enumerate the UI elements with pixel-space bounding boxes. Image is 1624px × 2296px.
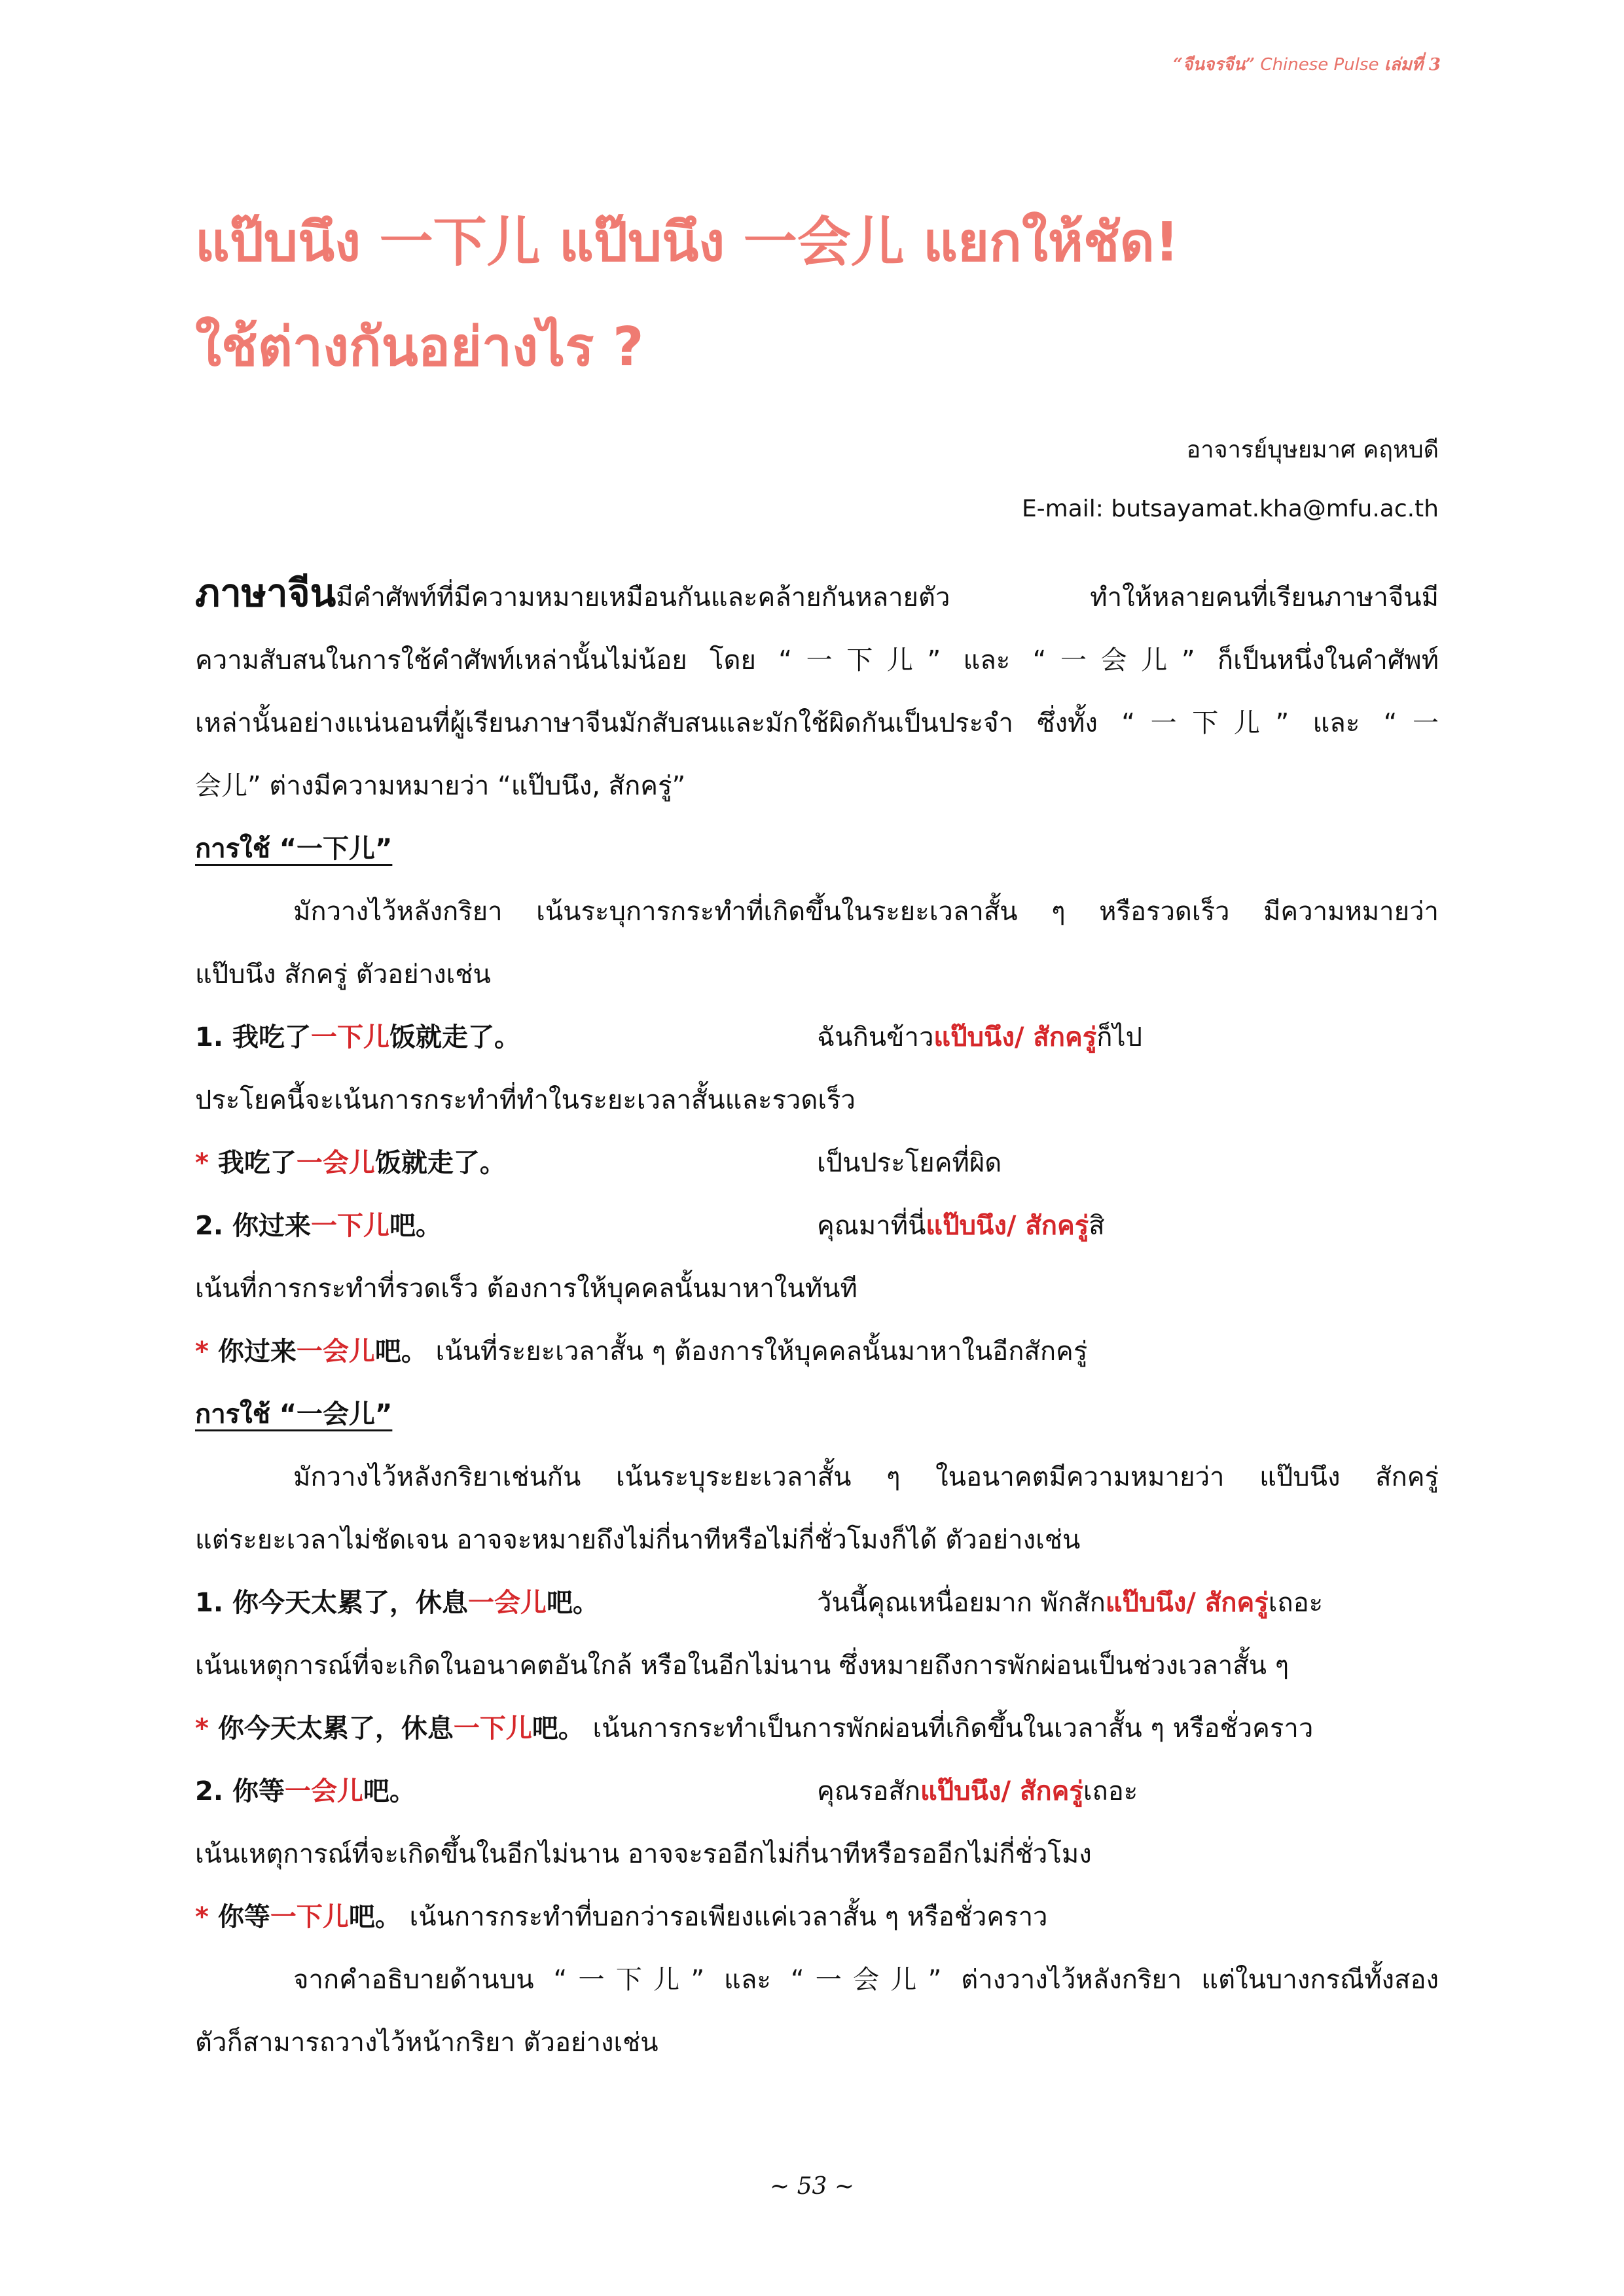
page-number: ~ 53 ~	[769, 2173, 855, 2200]
journal-volume: เล่มที่ 3	[1384, 55, 1441, 75]
section2-example-2-wrong: * 你等一下儿吧。 เน้นการกระทำที่บอกว่ารอเพียงแค่เวลาสั้น ๆ หรือชั่วคราว	[195, 1902, 1048, 1932]
section2-example-1-note: เน้นเหตุการณ์ที่จะเกิดในอนาคตอันใกล้ หรือในอีกไม่นาน ซึ่งหมายถึงการพักผ่อนเป็นช่วงเวลาสั้น ๆ	[195, 1651, 1290, 1681]
intro-line-1: ภาษาจีนมีคำศัพท์ที่มีความหมายเหมือนกันและคล้ายกันหลายตัว ทำให้หลายคนที่เรียนภาษาจีนมี	[195, 571, 1439, 615]
intro-line-3: เหล่านั้นอย่างแน่นอนที่ผู้เรียนภาษาจีนมักสับสนและมักใช้ผิดกันเป็นประจำ ซึ่งทั้ง “一下儿” และ “一	[195, 708, 1439, 738]
section1-example-2-note: เน้นที่การกระทำที่รวดเร็ว ต้องการให้บุคคลนั้นมาหาในทันที	[195, 1274, 857, 1304]
section1-example-1-note: ประโยคนี้จะเน้นการกระทำที่ทำในระยะเวลาสั้นและรวดเร็ว	[195, 1085, 856, 1115]
article-title-line-2: ใช้ต่างกันอย่างไร ?	[195, 316, 644, 378]
section2-example-2-note: เน้นเหตุการณ์ที่จะเกิดขึ้นในอีกไม่นาน อาจจะรออีกไม่กี่นาทีหรือรออีกไม่กี่ชั่วโมง	[195, 1839, 1092, 1869]
section1-paragraph-line-2: แป๊บนึง สักครู่ ตัวอย่างเช่น	[195, 960, 491, 990]
section2-example-1: 1. 你今天太累了，休息一会儿吧。 วันนี้คุณเหนื่อยมาก พักสักแป๊บนึง/ สักครู่เถอะ	[195, 1588, 1324, 1618]
section2-example-2: 2. 你等一会儿吧。 คุณรอสักแป๊บนึง/ สักครู่เถอะ	[195, 1776, 1138, 1806]
journal-thai-name: “จีนจรจีน”	[1173, 55, 1255, 75]
intro-line-4: 会儿” ต่างมีความหมายว่า “แป๊บนึง, สักครู่”	[195, 771, 686, 801]
section1-paragraph-line-1: มักวางไว้หลังกริยา เน้นระบุการกระทำที่เกิดขึ้นในระยะเวลาสั้น ๆ หรือรวดเร็ว มีความหมายว่า	[293, 897, 1439, 927]
section1-example-2: 2. 你过来一下儿吧。 คุณมาที่นี่แป๊บนึง/ สักครู่สิ	[195, 1211, 1105, 1241]
article-title-line-1: แป๊บนึง 一下儿 แป๊บนึง 一会儿 แยกให้ชัด!	[195, 211, 1180, 274]
section2-example-1-wrong: * 你今天太累了，休息一下儿吧。 เน้นการกระทำเป็นการพักผ่อนที่เกิดขึ้นในเวลาสั้น ๆ หรือชั่วคราว	[195, 1713, 1314, 1744]
author-name: อาจารย์บุษยมาศ คฤหบดี	[1186, 437, 1439, 463]
article-body	[195, 562, 1439, 2074]
closing-line-2: ตัวก็สามารถวางไว้หน้ากริยา ตัวอย่างเช่น	[195, 2028, 659, 2058]
section2-paragraph-line-1: มักวางไว้หลังกริยาเช่นกัน เน้นระบุระยะเวลาสั้น ๆ ในอนาคตมีความหมายว่า แป๊บนึง สักครู่	[293, 1462, 1439, 1492]
author-email: E-mail: butsayamat.kha@mfu.ac.th	[1021, 495, 1439, 522]
running-header	[1173, 51, 1441, 78]
section1-example-1-wrong: * 我吃了一会儿饭就走了。 เป็นประโยคที่ผิด	[195, 1148, 1002, 1178]
section1-example-1: 1. 我吃了一下儿饭就走了。 ฉันกินข้าวแป๊บนึง/ สักครู่ก็ไป	[195, 1022, 1143, 1052]
intro-lead-word: ภาษาจีน	[195, 571, 336, 615]
intro-line-2: ความสับสนในการใช้คำศัพท์เหล่านั้นไม่น้อย โดย “一下儿” และ “一会儿” ก็เป็นหนึ่งในคำศัพท์	[195, 645, 1439, 675]
section2-paragraph-line-2: แต่ระยะเวลาไม่ชัดเจน อาจจะหมายถึงไม่กี่นาทีหรือไม่กี่ชั่วโมงก็ได้ ตัวอย่างเช่น	[195, 1525, 1081, 1555]
section1-example-2-wrong: * 你过来一会儿吧。 เน้นที่ระยะเวลาสั้น ๆ ต้องการให้บุคคลนั้นมาหาในอีกสักครู่	[195, 1336, 1088, 1367]
closing-line-1: จากคำอธิบายด้านบน “一下儿” และ “一会儿” ต่างวางไว้หลังกริยา แต่ในบางกรณีทั้งสอง	[293, 1965, 1439, 1995]
section1-heading: การใช้ “一下儿”	[195, 834, 393, 864]
journal-english-name: Chinese Pulse	[1260, 55, 1379, 75]
section2-heading: การใช้ “一会儿”	[195, 1399, 393, 1429]
